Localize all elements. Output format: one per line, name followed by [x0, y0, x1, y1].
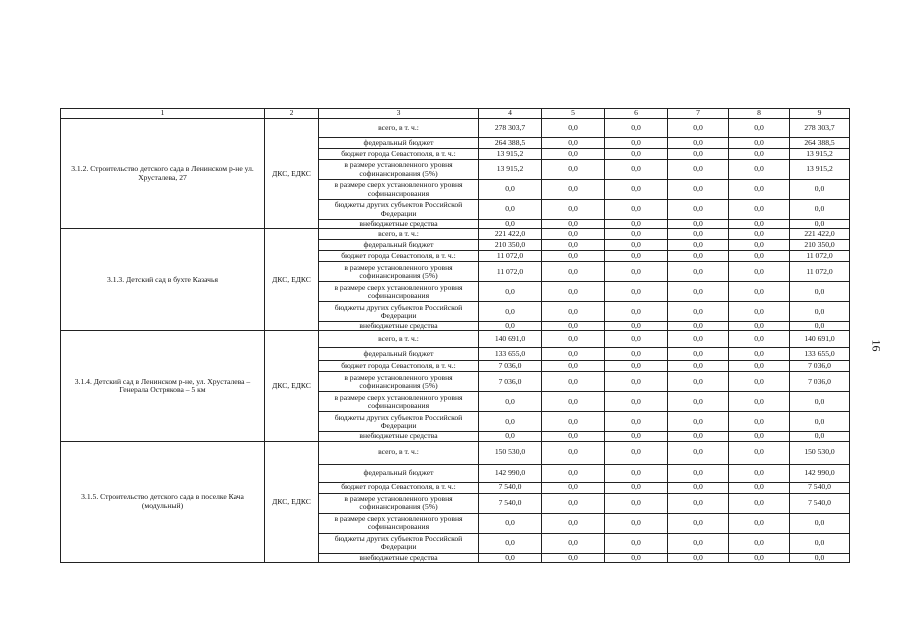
value-cell: 0,0 [542, 322, 605, 331]
value-cell: 0,0 [605, 138, 668, 149]
funding-source-cell: внебюджетные средства [319, 432, 479, 441]
value-cell: 0,0 [542, 533, 605, 553]
value-cell: 0,0 [790, 513, 850, 533]
value-cell: 0,0 [542, 464, 605, 482]
funding-source-cell: в размере сверх установленного уровня софинансирования [319, 180, 479, 200]
value-cell: 7 036,0 [790, 372, 850, 392]
value-cell: 0,0 [479, 533, 542, 553]
value-cell: 0,0 [790, 392, 850, 412]
value-cell: 0,0 [668, 282, 729, 302]
value-cell: 0,0 [729, 119, 790, 138]
value-cell: 0,0 [605, 149, 668, 160]
value-cell: 0,0 [668, 493, 729, 513]
column-header: 2 [265, 109, 319, 119]
column-header: 3 [319, 109, 479, 119]
value-cell: 7 540,0 [790, 482, 850, 493]
value-cell: 0,0 [729, 240, 790, 251]
value-cell: 0,0 [729, 493, 790, 513]
value-cell: 0,0 [668, 432, 729, 441]
value-cell: 7 036,0 [790, 361, 850, 372]
value-cell: 0,0 [542, 348, 605, 361]
value-cell: 7 036,0 [479, 372, 542, 392]
value-cell: 0,0 [542, 553, 605, 562]
value-cell: 0,0 [479, 322, 542, 331]
value-cell: 0,0 [479, 513, 542, 533]
value-cell: 0,0 [668, 441, 729, 464]
value-cell: 0,0 [729, 180, 790, 200]
funding-source-cell: бюджет города Севастополя, в т. ч.: [319, 361, 479, 372]
value-cell: 13 915,2 [790, 149, 850, 160]
value-cell: 0,0 [668, 220, 729, 229]
value-cell: 0,0 [542, 220, 605, 229]
value-cell: 0,0 [729, 229, 790, 240]
funding-source-cell: в размере сверх установленного уровня софинансирования [319, 282, 479, 302]
value-cell: 133 655,0 [479, 348, 542, 361]
column-header: 7 [668, 109, 729, 119]
value-cell: 0,0 [668, 392, 729, 412]
funding-source-cell: всего, в т. ч.: [319, 441, 479, 464]
value-cell: 0,0 [605, 119, 668, 138]
value-cell: 0,0 [542, 493, 605, 513]
value-cell: 0,0 [605, 361, 668, 372]
value-cell: 0,0 [668, 533, 729, 553]
page-number: 16 [869, 339, 884, 352]
value-cell: 0,0 [542, 331, 605, 348]
value-cell: 0,0 [790, 200, 850, 220]
value-cell: 11 072,0 [479, 251, 542, 262]
value-cell: 11 072,0 [479, 262, 542, 282]
value-cell: 0,0 [605, 180, 668, 200]
value-cell: 0,0 [542, 138, 605, 149]
value-cell: 0,0 [668, 262, 729, 282]
table-row [61, 441, 850, 464]
funding-source-cell: внебюджетные средства [319, 322, 479, 331]
table-row [61, 119, 850, 138]
funding-source-cell: в размере установленного уровня софинансирования (5%) [319, 160, 479, 180]
value-cell: 0,0 [729, 432, 790, 441]
value-cell: 0,0 [542, 180, 605, 200]
value-cell: 0,0 [605, 553, 668, 562]
value-cell: 0,0 [729, 322, 790, 331]
value-cell: 0,0 [668, 361, 729, 372]
funding-source-cell: внебюджетные средства [319, 553, 479, 562]
value-cell: 0,0 [729, 160, 790, 180]
value-cell: 0,0 [668, 482, 729, 493]
value-cell: 210 350,0 [790, 240, 850, 251]
value-cell: 0,0 [542, 361, 605, 372]
value-cell: 0,0 [479, 553, 542, 562]
funding-source-cell: в размере установленного уровня софинансирования (5%) [319, 493, 479, 513]
value-cell: 0,0 [542, 432, 605, 441]
value-cell: 0,0 [605, 372, 668, 392]
funding-source-cell: бюджеты других субъектов Российской Федерации [319, 200, 479, 220]
value-cell: 0,0 [605, 432, 668, 441]
value-cell: 7 540,0 [479, 493, 542, 513]
value-cell: 0,0 [790, 533, 850, 553]
value-cell: 142 990,0 [479, 464, 542, 482]
value-cell: 0,0 [729, 331, 790, 348]
funding-source-cell: бюджет города Севастополя, в т. ч.: [319, 482, 479, 493]
value-cell: 0,0 [729, 302, 790, 322]
funding-source-cell: всего, в т. ч.: [319, 119, 479, 138]
value-cell: 0,0 [605, 282, 668, 302]
table-row [61, 229, 850, 240]
value-cell: 0,0 [542, 441, 605, 464]
funding-source-cell: федеральный бюджет [319, 348, 479, 361]
value-cell: 0,0 [790, 302, 850, 322]
value-cell: 0,0 [668, 553, 729, 562]
value-cell: 0,0 [542, 160, 605, 180]
value-cell: 11 072,0 [790, 251, 850, 262]
value-cell: 0,0 [729, 262, 790, 282]
value-cell: 0,0 [668, 200, 729, 220]
value-cell: 0,0 [542, 251, 605, 262]
value-cell: 0,0 [542, 482, 605, 493]
value-cell: 0,0 [729, 441, 790, 464]
funding-source-cell: федеральный бюджет [319, 138, 479, 149]
value-cell: 0,0 [729, 392, 790, 412]
value-cell: 0,0 [790, 322, 850, 331]
value-cell: 0,0 [729, 482, 790, 493]
column-header: 9 [790, 109, 850, 119]
value-cell: 11 072,0 [790, 262, 850, 282]
value-cell: 0,0 [668, 229, 729, 240]
value-cell: 0,0 [729, 149, 790, 160]
value-cell: 0,0 [668, 302, 729, 322]
value-cell: 0,0 [729, 533, 790, 553]
value-cell: 0,0 [729, 464, 790, 482]
value-cell: 0,0 [542, 412, 605, 432]
executor-cell: ДКС, ЕДКС [265, 441, 319, 562]
value-cell: 0,0 [729, 513, 790, 533]
funding-source-cell: бюджеты других субъектов Российской Федерации [319, 533, 479, 553]
value-cell: 13 915,2 [479, 160, 542, 180]
value-cell: 0,0 [605, 482, 668, 493]
value-cell: 0,0 [790, 220, 850, 229]
funding-source-cell: в размере установленного уровня софинансирования (5%) [319, 372, 479, 392]
project-name-cell: 3.1.3. Детский сад в бухте Казачья [61, 229, 265, 331]
value-cell: 0,0 [668, 513, 729, 533]
table-body [61, 109, 850, 563]
project-name-cell: 3.1.5. Строительство детского сада в поселке Кача (модульный) [61, 441, 265, 562]
value-cell: 278 303,7 [790, 119, 850, 138]
value-cell: 264 388,5 [790, 138, 850, 149]
value-cell: 0,0 [605, 302, 668, 322]
value-cell: 0,0 [605, 200, 668, 220]
executor-cell: ДКС, ЕДКС [265, 229, 319, 331]
value-cell: 0,0 [542, 229, 605, 240]
funding-source-cell: всего, в т. ч.: [319, 229, 479, 240]
value-cell: 0,0 [542, 119, 605, 138]
value-cell: 0,0 [605, 331, 668, 348]
value-cell: 0,0 [605, 251, 668, 262]
value-cell: 210 350,0 [479, 240, 542, 251]
funding-source-cell: бюджет города Севастополя, в т. ч.: [319, 251, 479, 262]
value-cell: 0,0 [790, 282, 850, 302]
value-cell: 140 691,0 [479, 331, 542, 348]
value-cell: 0,0 [605, 533, 668, 553]
value-cell: 0,0 [479, 432, 542, 441]
value-cell: 0,0 [668, 372, 729, 392]
value-cell: 278 303,7 [479, 119, 542, 138]
value-cell: 0,0 [542, 282, 605, 302]
value-cell: 0,0 [605, 348, 668, 361]
value-cell: 0,0 [668, 149, 729, 160]
value-cell: 0,0 [729, 138, 790, 149]
table-row [61, 331, 850, 348]
funding-source-cell: бюджеты других субъектов Российской Федерации [319, 412, 479, 432]
value-cell: 0,0 [668, 412, 729, 432]
value-cell: 0,0 [479, 282, 542, 302]
value-cell: 0,0 [605, 493, 668, 513]
value-cell: 0,0 [668, 251, 729, 262]
funding-source-cell: бюджеты других субъектов Российской Федерации [319, 302, 479, 322]
column-header: 8 [729, 109, 790, 119]
value-cell: 0,0 [479, 302, 542, 322]
header-row [61, 109, 850, 119]
value-cell: 221 422,0 [479, 229, 542, 240]
executor-cell: ДКС, ЕДКС [265, 119, 319, 229]
value-cell: 0,0 [790, 412, 850, 432]
value-cell: 221 422,0 [790, 229, 850, 240]
funding-source-cell: федеральный бюджет [319, 464, 479, 482]
value-cell: 0,0 [668, 138, 729, 149]
value-cell: 0,0 [605, 513, 668, 533]
value-cell: 0,0 [668, 119, 729, 138]
column-header: 5 [542, 109, 605, 119]
value-cell: 0,0 [668, 240, 729, 251]
value-cell: 0,0 [668, 464, 729, 482]
value-cell: 0,0 [729, 200, 790, 220]
value-cell: 0,0 [479, 220, 542, 229]
value-cell: 0,0 [479, 412, 542, 432]
value-cell: 0,0 [479, 180, 542, 200]
value-cell: 140 691,0 [790, 331, 850, 348]
value-cell: 0,0 [542, 262, 605, 282]
value-cell: 7 540,0 [479, 482, 542, 493]
value-cell: 0,0 [542, 302, 605, 322]
value-cell: 0,0 [729, 372, 790, 392]
funding-source-cell: внебюджетные средства [319, 220, 479, 229]
value-cell: 0,0 [605, 229, 668, 240]
column-header: 4 [479, 109, 542, 119]
value-cell: 133 655,0 [790, 348, 850, 361]
value-cell: 0,0 [479, 392, 542, 412]
funding-source-cell: в размере установленного уровня софинансирования (5%) [319, 262, 479, 282]
value-cell: 0,0 [668, 348, 729, 361]
funding-source-cell: в размере сверх установленного уровня софинансирования [319, 513, 479, 533]
value-cell: 264 388,5 [479, 138, 542, 149]
budget-table [60, 108, 850, 563]
value-cell: 0,0 [542, 372, 605, 392]
value-cell: 0,0 [668, 331, 729, 348]
funding-source-cell: в размере сверх установленного уровня софинансирования [319, 392, 479, 412]
value-cell: 0,0 [605, 412, 668, 432]
value-cell: 0,0 [729, 412, 790, 432]
value-cell: 0,0 [605, 464, 668, 482]
value-cell: 0,0 [729, 251, 790, 262]
value-cell: 0,0 [790, 180, 850, 200]
value-cell: 0,0 [479, 200, 542, 220]
value-cell: 0,0 [542, 513, 605, 533]
value-cell: 0,0 [790, 553, 850, 562]
value-cell: 13 915,2 [790, 160, 850, 180]
value-cell: 150 530,0 [790, 441, 850, 464]
value-cell: 0,0 [668, 160, 729, 180]
value-cell: 0,0 [605, 262, 668, 282]
value-cell: 0,0 [605, 160, 668, 180]
value-cell: 0,0 [542, 392, 605, 412]
value-cell: 0,0 [729, 282, 790, 302]
funding-source-cell: федеральный бюджет [319, 240, 479, 251]
value-cell: 0,0 [605, 240, 668, 251]
value-cell: 7 036,0 [479, 361, 542, 372]
value-cell: 13 915,2 [479, 149, 542, 160]
value-cell: 0,0 [605, 392, 668, 412]
value-cell: 7 540,0 [790, 493, 850, 513]
funding-source-cell: бюджет города Севастополя, в т. ч.: [319, 149, 479, 160]
project-name-cell: 3.1.4. Детский сад в Ленинском р-не, ул. Хрусталева – Генерала Острякова – 5 км [61, 331, 265, 441]
project-name-cell: 3.1.2. Строительство детского сада в Ленинском р-не ул. Хрусталева, 27 [61, 119, 265, 229]
value-cell: 0,0 [668, 322, 729, 331]
value-cell: 142 990,0 [790, 464, 850, 482]
value-cell: 150 530,0 [479, 441, 542, 464]
value-cell: 0,0 [605, 322, 668, 331]
value-cell: 0,0 [729, 553, 790, 562]
column-header: 6 [605, 109, 668, 119]
value-cell: 0,0 [729, 348, 790, 361]
funding-source-cell: всего, в т. ч.: [319, 331, 479, 348]
value-cell: 0,0 [729, 220, 790, 229]
executor-cell: ДКС, ЕДКС [265, 331, 319, 441]
value-cell: 0,0 [542, 240, 605, 251]
value-cell: 0,0 [605, 220, 668, 229]
value-cell: 0,0 [790, 432, 850, 441]
value-cell: 0,0 [668, 180, 729, 200]
column-header: 1 [61, 109, 265, 119]
value-cell: 0,0 [542, 149, 605, 160]
value-cell: 0,0 [542, 200, 605, 220]
value-cell: 0,0 [605, 441, 668, 464]
value-cell: 0,0 [729, 361, 790, 372]
